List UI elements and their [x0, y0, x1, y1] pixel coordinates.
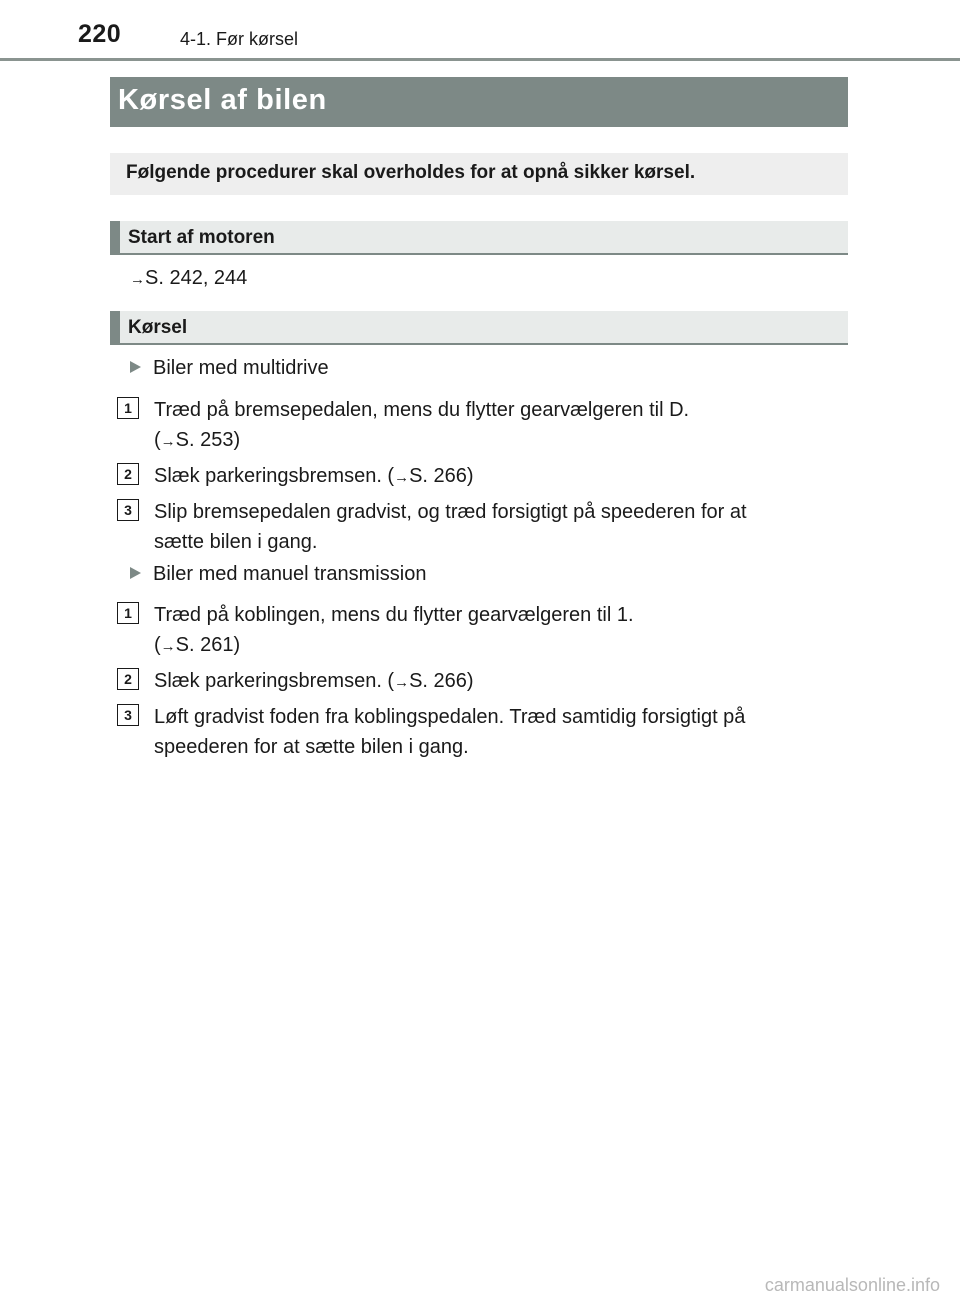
step-number-badge: 2: [117, 668, 139, 690]
page-title-bar: [110, 77, 848, 127]
section-heading-start-engine: [110, 221, 848, 255]
section-heading-label: Start af motoren: [128, 227, 275, 248]
section-heading-label: Kørsel: [128, 317, 188, 338]
triangle-bullet-icon: [130, 361, 141, 373]
step-text: Slæk parkeringsbremsen. (→S. 266): [154, 670, 474, 692]
step-number-badge: 1: [117, 602, 139, 624]
bullet-manual-transmission: [130, 563, 426, 586]
step-number-badge: 3: [117, 499, 139, 521]
page-title: Kørsel af bilen: [118, 84, 327, 116]
header-divider: [0, 58, 960, 61]
reference-text: S. 242, 244: [145, 267, 248, 289]
step-number-badge: 3: [117, 704, 139, 726]
page-reference[interactable]: S. 261): [175, 634, 241, 656]
step-number-badge: 2: [117, 463, 139, 485]
arrow-icon: →: [394, 469, 409, 486]
section-accent-bar: [110, 221, 120, 253]
bullet-label: Biler med multidrive: [153, 357, 329, 379]
arrow-icon: →: [160, 433, 175, 450]
bullet-multidrive: [130, 357, 329, 380]
section-accent-bar: [110, 311, 120, 343]
chapter-title: 4-1. Før kørsel: [180, 29, 299, 49]
page-reference[interactable]: S. 266): [409, 670, 474, 692]
page-reference[interactable]: S. 266): [409, 465, 474, 487]
intro-text: Følgende procedurer skal overholdes for at opnå sikker kørsel.: [126, 162, 696, 183]
arrow-icon: →: [394, 674, 409, 691]
step-text: Træd på koblingen, mens du flytter gearvælgeren til 1. (→S. 261): [154, 604, 634, 656]
intro-box: [110, 153, 848, 195]
step-text: Løft gradvist foden fra koblingspedalen. Træd samtidig forsigtigt på speederen for at sætte bilen i gang.: [154, 706, 746, 758]
page-number: 220: [78, 20, 122, 48]
page-reference[interactable]: [130, 267, 247, 290]
page-reference[interactable]: S. 253): [175, 429, 241, 451]
section-heading-driving: [110, 311, 848, 345]
step-text: Slip bremsepedalen gradvist, og træd forsigtigt på speederen for at sætte bilen i gang.: [154, 501, 747, 553]
arrow-icon: →: [130, 271, 144, 288]
triangle-bullet-icon: [130, 567, 141, 579]
watermark: carmanualsonline.info: [764, 1275, 940, 1295]
page-header: [0, 0, 960, 62]
step-number-badge: 1: [117, 397, 139, 419]
bullet-label: Biler med manuel transmission: [153, 563, 427, 585]
step-text: Træd på bremsepedalen, mens du flytter gearvælgeren til D. (→S. 253): [154, 399, 690, 451]
step-text: Slæk parkeringsbremsen. (→S. 266): [154, 465, 474, 487]
arrow-icon: →: [160, 638, 175, 655]
